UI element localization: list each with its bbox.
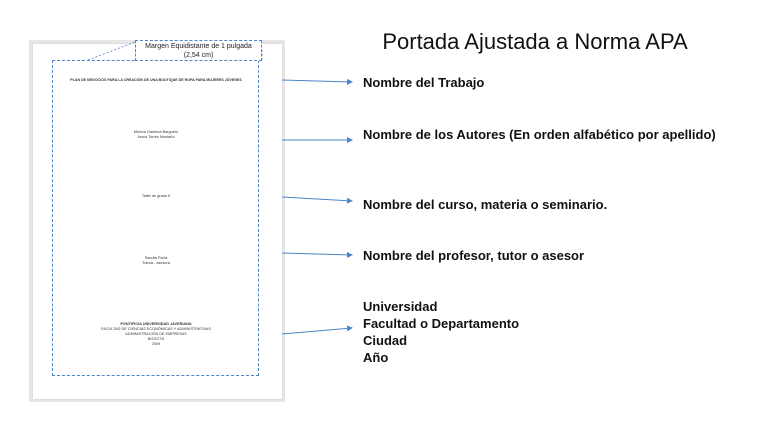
doc-authors [56,130,256,140]
label-faculty: Facultad o Departamento [363,316,520,331]
arrow-work-name [282,80,352,82]
label-authors: Nombre de los Autores (En orden alfabético por apellido) [363,127,716,142]
doc-university: PONTIFICIA UNIVERSIDAD JAVERIANA [120,322,192,326]
label-city: Ciudad [363,333,408,348]
label-university: Universidad [363,299,438,314]
label-work-name: Nombre del Trabajo [363,75,485,90]
doc-city: BOGOTÁ [147,337,165,341]
margin-callout [135,40,262,61]
callout-line-2: (2,54 cm) [183,52,214,59]
slide-title: Portada Ajustada a Norma APA [382,29,688,54]
doc-course: Taller de grado II [141,194,171,198]
arrow-course [282,197,352,201]
label-course: Nombre del curso, materia o seminario. [363,197,608,212]
label-year: Año [363,350,389,365]
arrow-institution [282,328,352,334]
callout-line-1: Margen Equidistante de 1 pulgada [145,43,252,50]
doc-institution [56,322,256,347]
doc-work-title: PLAN DE NEGOCIOS PARA LA CREACIÓN DE UNA BOUTIQUE DE ROPA PARA MUJERES JÓVENES [70,78,242,82]
doc-program: ADMINISTRACIÓN DE EMPRESAS [125,332,187,336]
doc-professor-name: Sandra Parra [144,256,168,260]
doc-author-2: Jesús Torres Montaño [137,135,175,139]
doc-year: 2009 [151,342,161,346]
label-professor: Nombre del profesor, tutor o asesor [363,248,585,263]
doc-faculty: FACULTAD DE CIENCIAS ECONÓMICAS Y ADMINISTRATIVAS [101,327,211,331]
doc-professor-role: Tutora - asesora [142,261,170,265]
doc-author-1: Mónica Gamboa Barguero [133,130,179,134]
label-institution [363,298,519,366]
arrow-professor [282,253,352,255]
doc-professor [56,256,256,266]
